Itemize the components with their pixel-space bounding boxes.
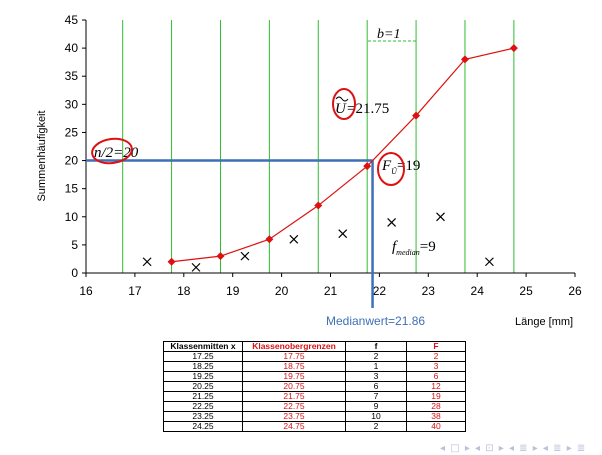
u-symbol: U [335, 101, 346, 117]
y-tick-label: 15 [64, 181, 78, 196]
cumulative-point [510, 44, 518, 52]
table-row [164, 372, 466, 382]
frequency-point [437, 213, 445, 221]
cell-f: 7 [346, 392, 407, 402]
table-row [164, 352, 466, 362]
frequency-point [290, 235, 298, 243]
cell-F: 12 [407, 382, 466, 392]
col-header-upper-bound: Klassenobergrenzen [243, 342, 346, 352]
y-tick-label: 35 [64, 69, 78, 84]
x-tick-label: 17 [128, 284, 142, 298]
col-header-class-mid: Klassenmitten x [164, 342, 243, 352]
cumulative-point [265, 235, 273, 243]
cell-upper-bound: 20.75 [243, 382, 346, 392]
cell-F: 6 [407, 372, 466, 382]
y-tick-label: 20 [64, 153, 78, 168]
frequency-point [388, 218, 396, 226]
cell-f: 9 [346, 402, 407, 412]
fu-label: $F_Ü=19$ [382, 158, 421, 176]
table-row [164, 392, 466, 402]
table-row [164, 382, 466, 392]
frequency-point [241, 252, 249, 260]
cell-f: 10 [346, 412, 407, 422]
frequency-table [163, 341, 466, 432]
cell-class-mid: 17.25 [164, 352, 243, 362]
y-tick-label: 40 [64, 41, 78, 56]
table-row [164, 362, 466, 372]
frequency-point [143, 258, 151, 266]
cell-upper-bound: 18.75 [243, 362, 346, 372]
col-header-F: F [407, 342, 466, 352]
x-tick-label: 21 [323, 284, 338, 298]
cell-upper-bound: 21.75 [243, 392, 346, 402]
cell-class-mid: 21.25 [164, 392, 243, 402]
f-median-label: $f_{median}=9$ [392, 239, 436, 257]
frequency-point [192, 263, 200, 271]
median-value-label: Medianwert=21.86 [326, 314, 426, 328]
cell-f: 2 [346, 352, 407, 362]
frequency-point [485, 258, 493, 266]
frequency-point [339, 230, 347, 238]
cell-upper-bound: 19.75 [243, 372, 346, 382]
y-tick-label: 10 [64, 209, 78, 224]
x-tick-label: 19 [226, 284, 240, 298]
class-width-label: b=1 [377, 27, 401, 42]
cell-F: 40 [407, 422, 466, 432]
cell-upper-bound: 22.75 [243, 402, 346, 412]
table-row [164, 422, 466, 432]
cell-upper-bound: 23.75 [243, 412, 346, 422]
cell-f: 1 [346, 362, 407, 372]
cell-class-mid: 24.25 [164, 422, 243, 432]
cumulative-frequency-line [172, 48, 514, 262]
cell-class-mid: 22.25 [164, 402, 243, 412]
col-header-f: f [346, 342, 407, 352]
y-tick-label: 25 [64, 125, 78, 140]
table-row [164, 412, 466, 422]
x-axis-title: Länge [mm] [515, 316, 574, 328]
cell-F: 3 [407, 362, 466, 372]
table-row [164, 402, 466, 412]
x-tick-label: 22 [372, 284, 387, 298]
u-label: =21.75 [347, 101, 390, 117]
cell-f: 3 [346, 372, 407, 382]
cell-class-mid: 20.25 [164, 382, 243, 392]
y-tick-label: 5 [71, 237, 78, 252]
x-tick-label: 16 [79, 284, 93, 298]
cell-upper-bound: 17.75 [243, 352, 346, 362]
cell-class-mid: 18.25 [164, 362, 243, 372]
x-tick-label: 25 [519, 284, 533, 298]
cell-upper-bound: 24.75 [243, 422, 346, 432]
x-tick-label: 26 [568, 284, 582, 298]
y-axis-title: Summenhäufigkeit [36, 110, 48, 202]
cell-class-mid: 23.25 [164, 412, 243, 422]
cell-F: 28 [407, 402, 466, 412]
cumulative-point [216, 252, 224, 260]
cell-F: 38 [407, 412, 466, 422]
cell-class-mid: 19.25 [164, 372, 243, 382]
half-n-label: n/2=20 [94, 145, 139, 161]
cell-F: 19 [407, 392, 466, 402]
y-tick-label: 0 [71, 266, 78, 280]
y-tick-label: 30 [64, 97, 78, 112]
x-tick-label: 20 [274, 284, 289, 298]
cell-f: 2 [346, 422, 407, 432]
cell-F: 2 [407, 352, 466, 362]
cumulative-point [168, 258, 176, 266]
x-tick-label: 18 [177, 284, 191, 298]
beamer-navigation-symbols[interactable]: ◂ □ ▸ ◂ ⊡ ▸ ◂ ≣ ▸ ◂ ≣ ▸ ≣ [440, 443, 587, 454]
y-tick-label: 45 [64, 13, 78, 27]
cell-f: 6 [346, 382, 407, 392]
table-header-row [164, 342, 466, 352]
x-tick-label: 24 [470, 284, 484, 298]
x-tick-label: 23 [421, 284, 435, 298]
